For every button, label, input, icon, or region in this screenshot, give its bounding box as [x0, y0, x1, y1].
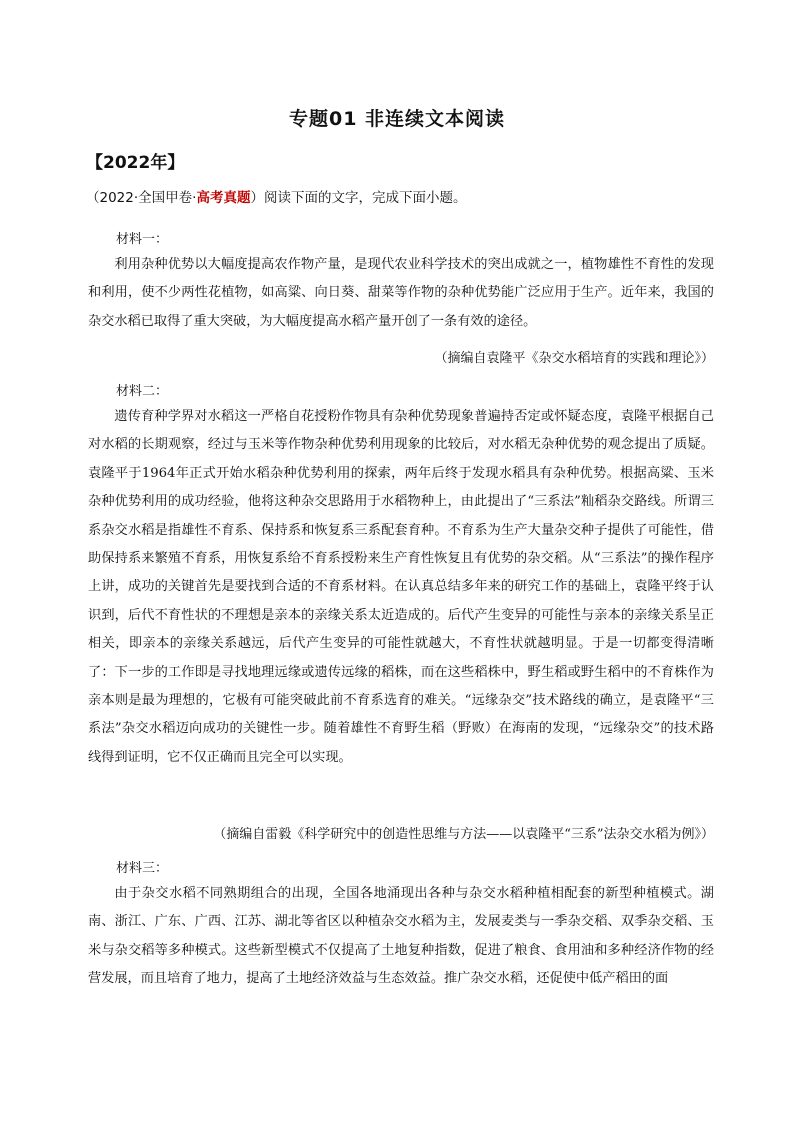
material-2-label: 材料二：	[116, 384, 169, 399]
intro-rest: ）阅读下面的文字，完成下面小题。	[250, 190, 467, 206]
page-title: 专题01 非连续文本阅读	[288, 108, 506, 130]
material-3-label: 材料三：	[116, 861, 169, 876]
question-intro	[86, 186, 466, 206]
intro-source: 2022·全国甲卷·	[99, 190, 197, 206]
material-1-source: （摘编自袁隆平《杂交水稻培育的实践和理论》）	[434, 351, 714, 366]
year-heading: 【2022年】	[86, 153, 185, 173]
material-1-paragraph: 利用杂种优势以大幅度提高农作物产量，是现代农业科学技术的突出成就之一，植物雄性不育性的发现和利用，使不少两性花植物，如高粱、向日葵、甜菜等作物的杂种优势能广泛应用于生产。近年来，我国的杂交水稻已取得了重大突破，为大幅度提高水稻产量开创了一条有效的途径。	[88, 257, 714, 329]
intro-open: （	[86, 190, 100, 206]
exam-tag: 高考真题	[196, 190, 251, 206]
material-3-paragraph: 由于杂交水稻不同熟期组合的出现，全国各地涌现出各种与杂交水稻种植相配套的新型种植模式。湖南、浙江、广东、广西、江苏、湖北等省区以种植杂交水稻为主，发展麦类与一季杂交稻、双季杂交稻、玉米与杂交稻等多种模式。这些新型模式不仅提高了土地复种指数，促进了粮食、食用油和多种经济作物的经营发展，而且培育了地力，提高了土地经济效益与生态效益。推广杂交水稻，还促使中低产稻田的面	[88, 886, 714, 987]
material-1-label: 材料一：	[116, 232, 169, 247]
material-2-paragraph: 遗传育种学界对水稻这一严格自花授粉作物具有杂种优势现象普遍持否定或怀疑态度，袁隆平根据自己对水稻的长期观察，经过与玉米等作物杂种优势利用现象的比较后，对水稻无杂种优势的观念提出了质疑。袁隆平于1964年正式开始水稻杂种优势利用的探索，两年后终于发现水稻具有杂种优势。根据高粱、玉米杂种优势利用的成功经验，他将这种杂交思路用于水稻物种上，由此提出了“三系法”籼稻杂交路线。所谓三系杂交水稻是指雄性不育系、保持系和恢复系三系配套育种。不育系为生产大量杂交种子提供了可能性，借助保持系来繁殖不育系，用恢复系给不育系授粉来生产育性恢复且有优势的杂交稻。从“三系法”的操作程序上讲，成功的关键首先是要找到合适的不育系材料。在认真总结多年来的研究工作的基础上，袁隆平终于认识到，后代不育性状的不理想是亲本的亲缘关系太近造成的。后代产生变异的可能性与亲本的亲缘关系呈正相关，即亲本的亲缘关系越远，后代产生变异的可能性就越大，不育性状就越明显。于是一切都变得清晰了：下一步的工作即是寻找地理远缘或遗传远缘的稻株，而在这些稻株中，野生稻或野生稻中的不育株作为亲本则是最为理想的，它极有可能突破此前不育系选育的难关。“远缘杂交”技术路线的确立，是袁隆平“三系法”杂交水稻迈向成功的关键性一步。随着雄性不育野生稻（野败）在海南的发现，“远缘杂交”的技术路线得到证明，它不仅正确而且完全可以实现。	[88, 409, 714, 765]
material-2-source: （摘编自雷毅《科学研究中的创造性思维与方法——以袁隆平“三系”法杂交水稻为例》）	[213, 827, 714, 842]
